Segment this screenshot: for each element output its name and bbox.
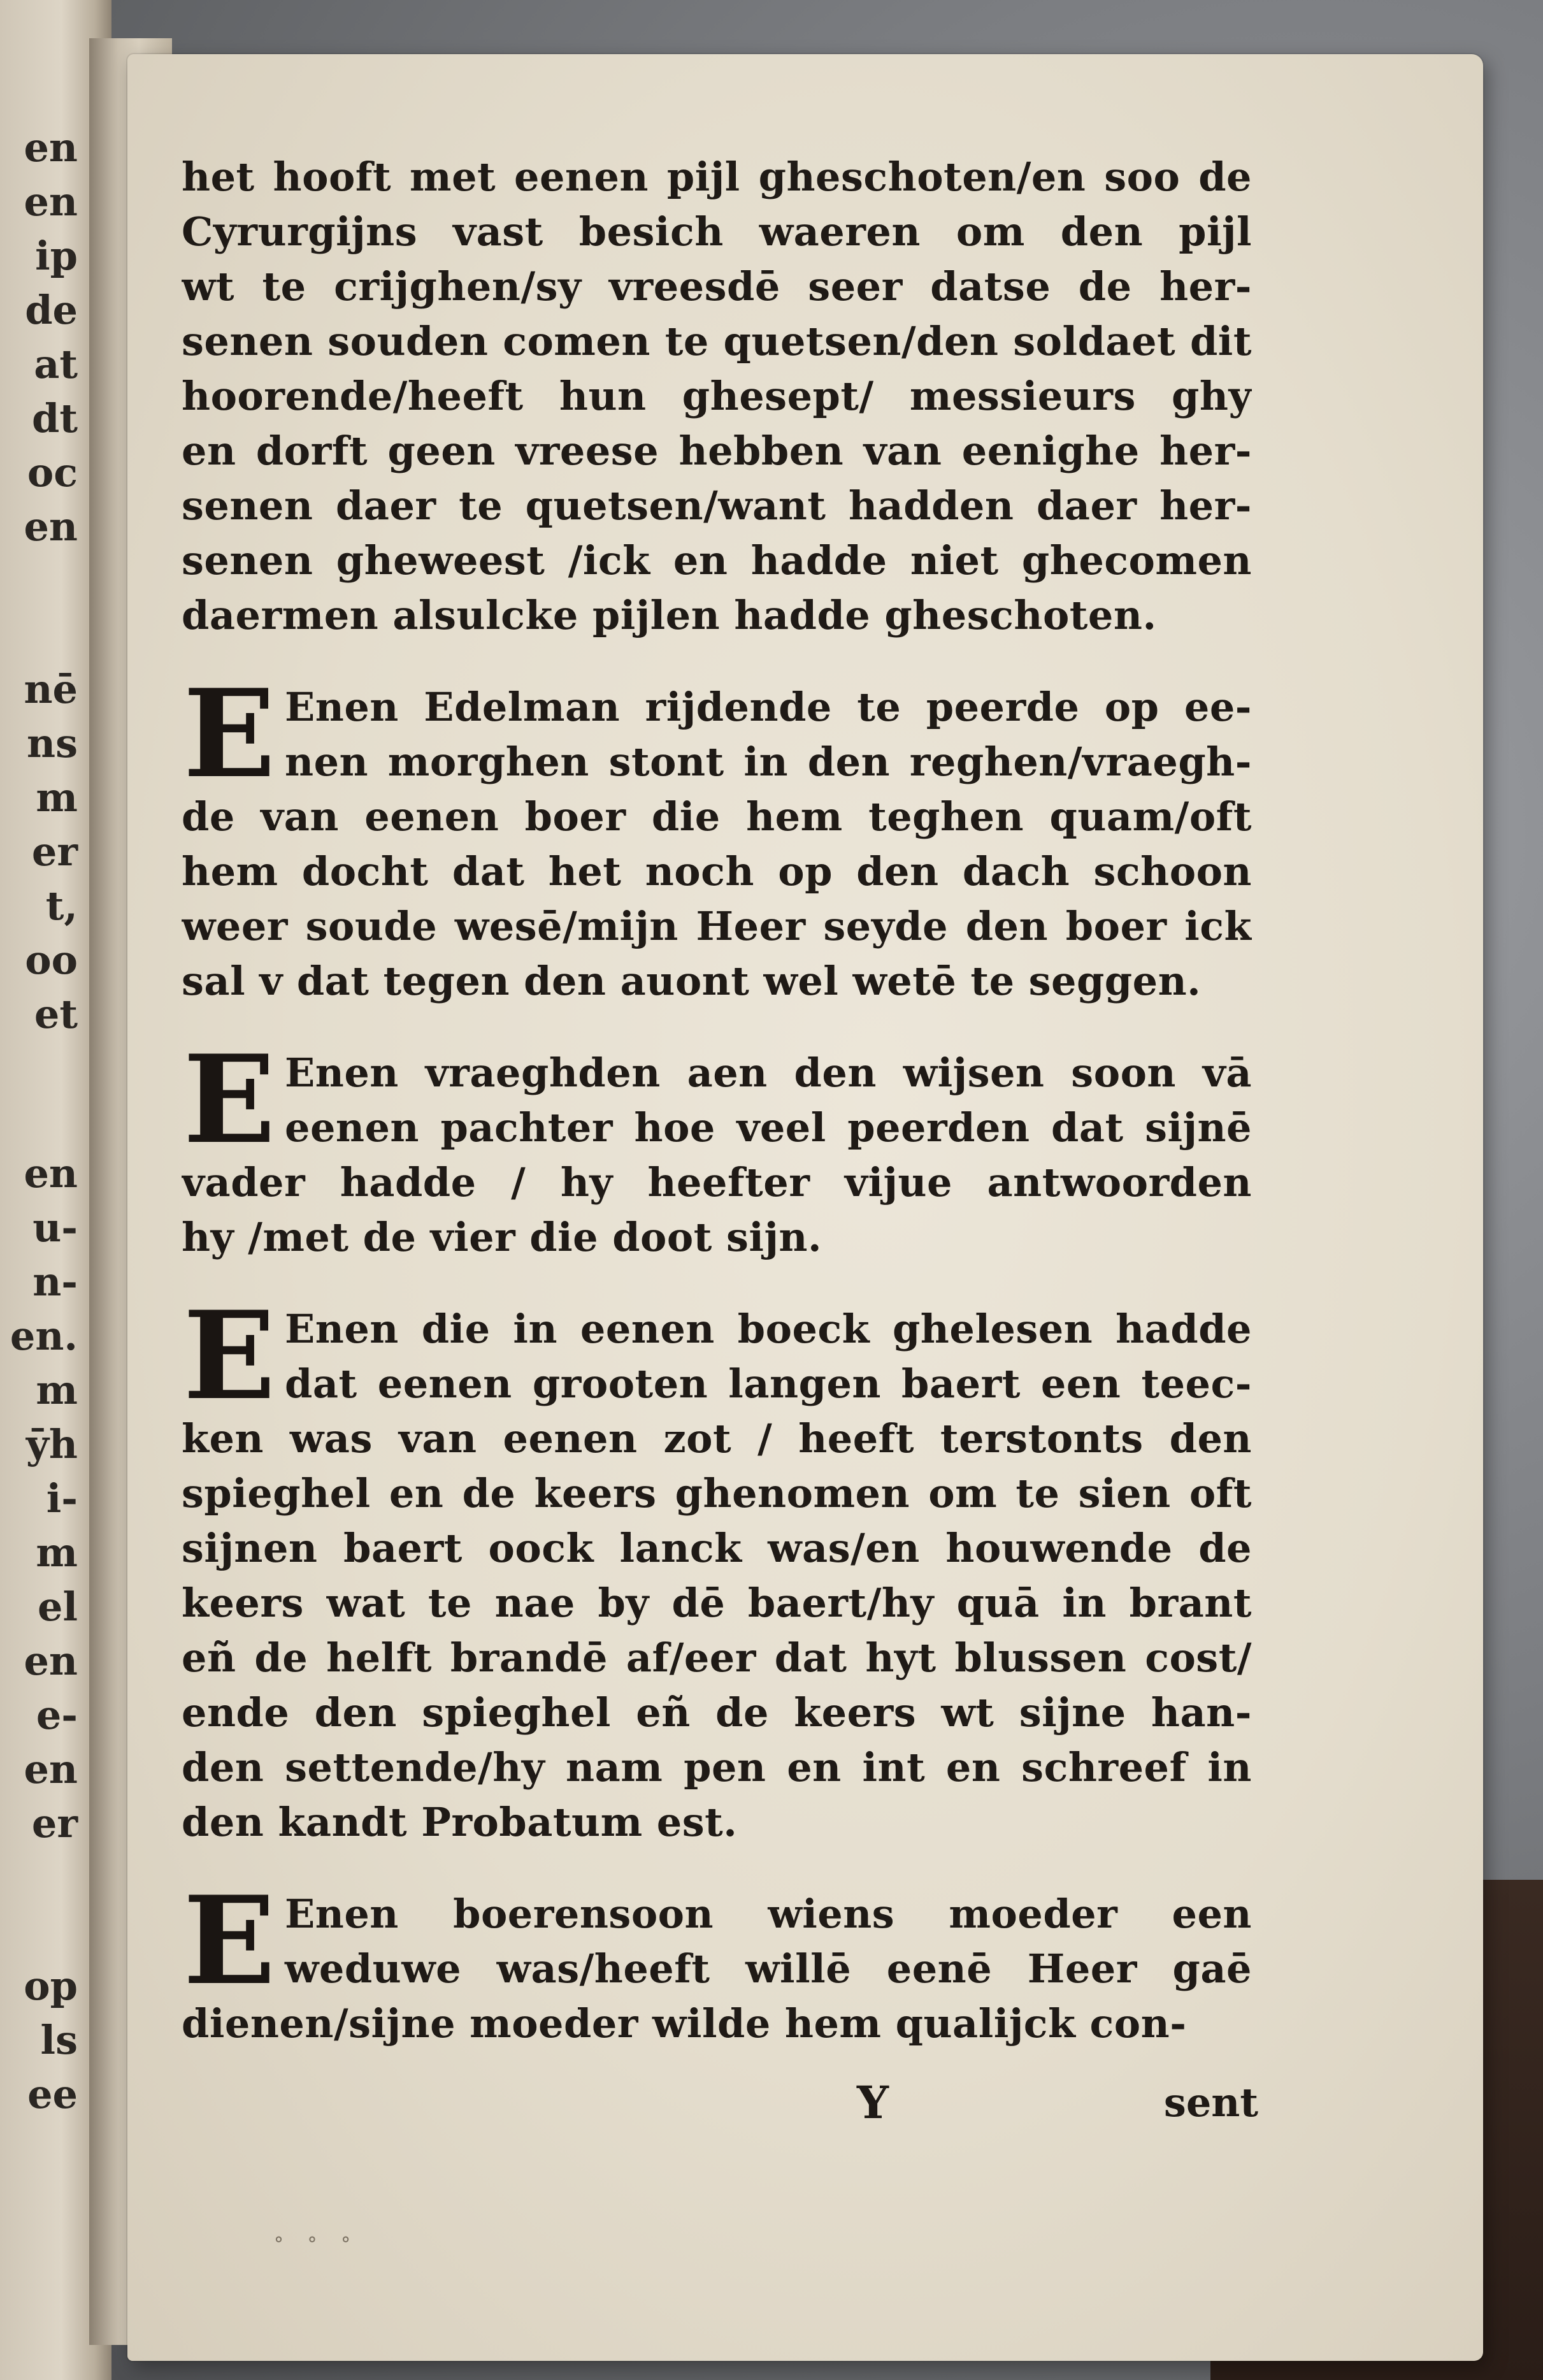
left-page-fragment: ns (27, 720, 78, 767)
text-line: den settende/hy nam pen en int en schreef in (182, 1744, 1252, 1791)
left-page-fragment: el (38, 1583, 78, 1630)
text-line: Enen vraeghden aen den wijsen soon vā (285, 1049, 1252, 1096)
text-line: Enen boerensoon wiens moeder een (285, 1891, 1252, 1937)
drop-cap: E (183, 1870, 276, 2012)
text-line: weduwe was/heeft willē eenē Heer gaē (285, 1945, 1252, 1992)
paragraph (182, 150, 1252, 643)
left-page-fragment: en (24, 1150, 78, 1197)
left-page-fragment: en (24, 1638, 78, 1684)
left-page-fragment: et (34, 991, 78, 1037)
paragraph (182, 663, 1252, 1009)
text-line: Cyrurgijns vast besich waeren om den pijl (182, 208, 1252, 255)
left-page-fragment: op (24, 1963, 78, 2009)
left-page-fragment: en (24, 1746, 78, 1792)
text-line: en dorft geen vreese hebben van eenighe her- (182, 428, 1252, 474)
left-page-fragment: e- (36, 1692, 78, 1738)
text-line: nen morghen stont in den reghen/vraegh- (285, 739, 1252, 785)
left-page-fragment: en (24, 178, 78, 225)
text-line: hem docht dat het noch op den dach schoon (182, 848, 1252, 895)
left-page-fragment: de (25, 287, 78, 333)
left-page-fragment: oc (27, 449, 78, 496)
text-line: dienen/sijne moeder wilde hem qualijck con- (182, 2000, 1187, 2047)
text-line: Enen die in eenen boeck ghelesen hadde (285, 1306, 1252, 1352)
left-page-fragment: at (34, 341, 78, 387)
text-line: sijnen baert oock lanck was/en houwende de (182, 1525, 1252, 1571)
left-page-fragment: ls (40, 2017, 78, 2063)
text-line: weer soude wesē/mijn Heer seyde den boer ick (182, 903, 1252, 949)
page-text (182, 150, 1252, 2138)
text-line: spieghel en de keers ghenomen om te sien oft (182, 1470, 1252, 1517)
paragraph (182, 1870, 1252, 2051)
left-page-fragment: m (36, 774, 78, 821)
text-line: Enen Edelman rijdende te peerde op ee- (285, 684, 1252, 730)
paragraph (182, 1028, 1252, 1265)
left-page-fragment: n- (32, 1259, 78, 1305)
text-line: ende den spieghel eñ de keers wt sijne han- (182, 1689, 1252, 1736)
left-page-fragment: m (36, 1367, 78, 1413)
left-page-fragment: oo (25, 937, 78, 983)
left-page-fragment: nē (24, 666, 78, 712)
text-line: vader hadde / hy heefter vijue antwoorden (182, 1159, 1252, 1206)
left-page-fragment: ip (35, 233, 78, 279)
left-page-fragment: er (31, 1800, 78, 1847)
left-page-fragment: dt (32, 395, 78, 442)
left-page-fragment: u- (32, 1204, 78, 1251)
left-page-fragment: en. (10, 1313, 78, 1359)
text-line: eenen pachter hoe veel peerden dat sijnē (285, 1104, 1252, 1151)
text-line: senen daer te quetsen/want hadden daer her- (182, 482, 1252, 529)
left-page-fragment: i- (46, 1475, 78, 1522)
text-line: ken was van eenen zot / heeft terstonts den (182, 1415, 1252, 1462)
left-page-fragment: en (24, 124, 78, 171)
text-line: sal v dat tegen den auont wel wetē te seggen. (182, 958, 1202, 1004)
drop-cap: E (183, 663, 276, 805)
text-line: den kandt Probatum est. (182, 1799, 738, 1845)
paragraph (182, 1285, 1252, 1850)
left-page-fragment: ee (27, 2071, 78, 2117)
left-page-fragment: t, (45, 883, 78, 929)
text-line: hoorende/heeft hun ghesept/ messieurs ghy (182, 373, 1252, 419)
text-line: wt te crijghen/sy vreesdē seer datse de her- (182, 263, 1252, 310)
text-line: het hooft met eenen pijl gheschoten/en soo de (182, 154, 1252, 200)
signature-mark: Y (857, 2076, 889, 2129)
text-line: senen souden comen te quetsen/den soldaet dit (182, 318, 1252, 364)
text-line: dat eenen grooten langen baert een teec- (285, 1360, 1252, 1407)
left-page-fragment: en (24, 503, 78, 550)
drop-cap: E (183, 1028, 276, 1171)
left-page-fragment: ȳh (25, 1421, 78, 1468)
drop-cap: E (183, 1285, 276, 1427)
left-page-fragment: er (31, 828, 78, 875)
left-page-fragment: m (36, 1529, 78, 1576)
text-line: de van eenen boer die hem teghen quam/oft (182, 793, 1252, 840)
text-line: eñ de helft brandē af/eer dat hyt blussen cost/ (182, 1634, 1252, 1681)
text-line: senen gheweest /ick en hadde niet ghecomen (182, 537, 1252, 584)
text-line: daermen alsulcke pijlen hadde gheschoten. (182, 592, 1157, 638)
text-line: hy /met de vier die doot sijn. (182, 1214, 822, 1260)
text-line: keers wat te nae by dē baert/hy quā in brant (182, 1580, 1252, 1626)
catchword: sent (1163, 2079, 1258, 2126)
pencil-marks: ° ° ° (274, 2233, 360, 2256)
